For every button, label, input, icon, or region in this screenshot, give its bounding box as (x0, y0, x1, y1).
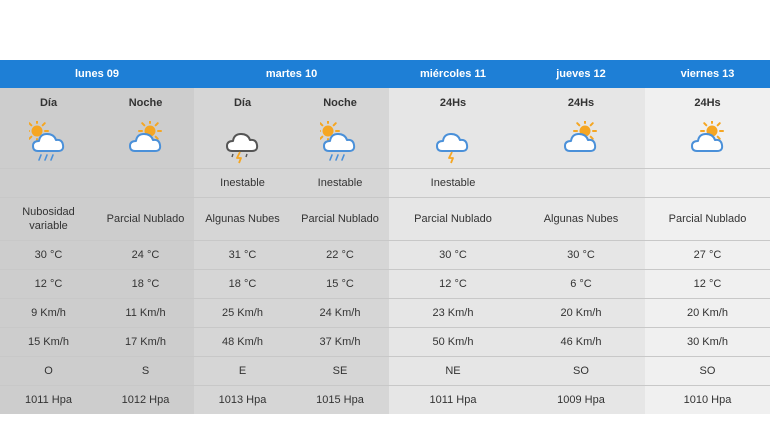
cloud-lightning-icon (433, 121, 473, 165)
wind-speed-value: 23 Km/h (389, 299, 517, 327)
max-temp-value: 22 °C (291, 241, 389, 269)
day-header: miércoles 11 (419, 68, 487, 80)
period-label: Noche (291, 88, 389, 118)
max-temp-value: 31 °C (194, 241, 291, 269)
description-row (0, 198, 770, 241)
wind-speed-value: 11 Km/h (97, 299, 194, 327)
condition-label: Inestable (194, 169, 291, 197)
gusts-value: 17 Km/h (97, 328, 194, 356)
weather-icon-cell (389, 118, 517, 168)
day-header: martes 10 (265, 68, 318, 80)
pressure-value: 1010 Hpa (645, 386, 770, 414)
forecast-table (0, 60, 770, 414)
max-temp-value: 27 °C (645, 241, 770, 269)
day-header: viernes 13 (680, 68, 735, 80)
gusts-value: 30 Km/h (645, 328, 770, 356)
period-label: 24Hs (517, 88, 645, 118)
weather-icon-cell (194, 118, 291, 168)
min-temp-value: 18 °C (97, 270, 194, 298)
min-temp-value: 12 °C (645, 270, 770, 298)
pressure-value: 1011 Hpa (389, 386, 517, 414)
period-label: Día (194, 88, 291, 118)
wind-dir-value: NE (389, 357, 517, 385)
min-temp-value: 6 °C (517, 270, 645, 298)
sky-description: Parcial Nublado (291, 198, 389, 240)
condition-label: Inestable (291, 169, 389, 197)
gusts-value: 15 Km/h (0, 328, 97, 356)
sky-description: Parcial Nublado (645, 198, 770, 240)
period-label: 24Hs (389, 88, 517, 118)
wind-dir-value: S (97, 357, 194, 385)
wind-speed-value: 25 Km/h (194, 299, 291, 327)
gusts-value: 37 Km/h (291, 328, 389, 356)
condition-label (97, 169, 194, 197)
period-label: Día (0, 88, 97, 118)
day-header: lunes 09 (74, 68, 120, 80)
wind-direction-row (0, 357, 770, 386)
period-row (0, 88, 770, 118)
max-temp-value: 24 °C (97, 241, 194, 269)
wind-speed-value: 20 Km/h (517, 299, 645, 327)
wind-gust-row (0, 328, 770, 357)
sun-cloud-rain-icon (29, 121, 69, 165)
sky-description: Parcial Nublado (389, 198, 517, 240)
sun-cloud-icon (688, 121, 728, 165)
gusts-value: 48 Km/h (194, 328, 291, 356)
min-temp-value: 12 °C (0, 270, 97, 298)
wind-dir-value: SO (517, 357, 645, 385)
period-label: 24Hs (645, 88, 770, 118)
pressure-value: 1015 Hpa (291, 386, 389, 414)
wind-speed-value: 24 Km/h (291, 299, 389, 327)
condition-row (0, 169, 770, 198)
weather-icon-cell (645, 118, 770, 168)
wind-speed-value: 9 Km/h (0, 299, 97, 327)
min-temp-value: 12 °C (389, 270, 517, 298)
max-temp-value: 30 °C (0, 241, 97, 269)
condition-label (517, 169, 645, 197)
wind-speed-row (0, 299, 770, 328)
weather-icon-cell (517, 118, 645, 168)
pressure-row (0, 386, 770, 414)
pressure-value: 1013 Hpa (194, 386, 291, 414)
weather-icon-cell (97, 118, 194, 168)
condition-label: Inestable (389, 169, 517, 197)
gusts-value: 46 Km/h (517, 328, 645, 356)
pressure-value: 1012 Hpa (97, 386, 194, 414)
max-temp-row (0, 241, 770, 270)
wind-dir-value: SO (645, 357, 770, 385)
min-temp-value: 15 °C (291, 270, 389, 298)
wind-dir-value: E (194, 357, 291, 385)
condition-label (0, 169, 97, 197)
sky-description: Parcial Nublado (97, 198, 194, 240)
period-label: Noche (97, 88, 194, 118)
sky-description: Algunas Nubes (517, 198, 645, 240)
min-temp-row (0, 270, 770, 299)
wind-speed-value: 20 Km/h (645, 299, 770, 327)
sun-cloud-icon (561, 121, 601, 165)
icon-row (0, 118, 770, 169)
min-temp-value: 18 °C (194, 270, 291, 298)
wind-dir-value: SE (291, 357, 389, 385)
pressure-value: 1009 Hpa (517, 386, 645, 414)
max-temp-value: 30 °C (389, 241, 517, 269)
day-header-row (0, 60, 770, 88)
sky-description: Algunas Nubes (194, 198, 291, 240)
condition-label (645, 169, 770, 197)
day-header: jueves 12 (556, 68, 606, 80)
weather-icon-cell (291, 118, 389, 168)
sky-description: Nubosidad variable (0, 198, 97, 240)
sun-cloud-icon (126, 121, 166, 165)
sun-cloud-rain-icon (320, 121, 360, 165)
max-temp-value: 30 °C (517, 241, 645, 269)
storm-cloud-icon (223, 121, 263, 165)
gusts-value: 50 Km/h (389, 328, 517, 356)
wind-dir-value: O (0, 357, 97, 385)
pressure-value: 1011 Hpa (0, 386, 97, 414)
weather-icon-cell (0, 118, 97, 168)
